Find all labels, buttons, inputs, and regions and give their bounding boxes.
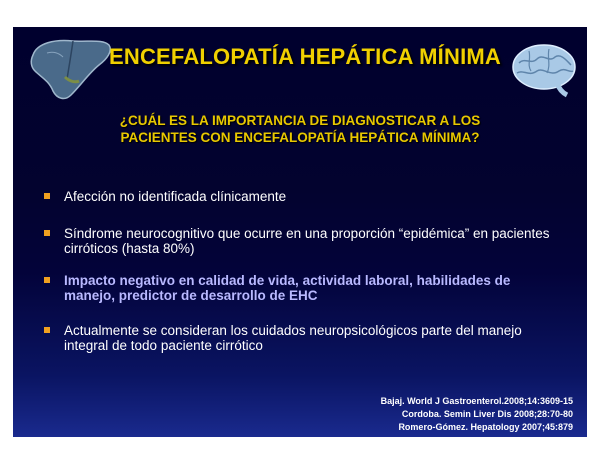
bullet-item-highlighted bbox=[44, 273, 561, 303]
bullet-item bbox=[44, 323, 561, 353]
bullet-text: Síndrome neurocognitivo que ocurre en una proporción “epidémica” en pacientes cirróticos (hasta 80%) bbox=[64, 226, 550, 256]
bullet-marker-icon bbox=[44, 230, 50, 236]
bullet-text: Actualmente se consideran los cuidados neuropsicológicos parte del manejo integral de todo paciente cirrótico bbox=[64, 323, 522, 353]
bullet-text: Impacto negativo en calidad de vida, actividad laboral, habilidades de manejo, predictor de desarrollo de EHC bbox=[64, 273, 511, 303]
bullet-text: Afección no identificada clínicamente bbox=[64, 189, 287, 204]
bullet-list bbox=[44, 189, 561, 353]
key-question-line-1: ¿CUÁL ES LA IMPORTANCIA DE DIAGNOSTICAR A LOS bbox=[119, 113, 481, 128]
slide-title: ENCEFALOPATÍA HEPÁTICA MÍNIMA bbox=[108, 44, 501, 69]
bullet-item bbox=[44, 226, 561, 256]
reference-item: Bajaj. World J Gastroenterol.2008;14:3609-15 bbox=[380, 396, 573, 406]
bullet-marker-icon bbox=[44, 193, 50, 199]
slide bbox=[13, 27, 587, 437]
key-question-line-2: PACIENTES CON ENCEFALOPATÍA HEPÁTICA MÍNIMA? bbox=[120, 130, 480, 145]
reference-item: Romero-Gómez. Hepatology 2007;45:879 bbox=[398, 422, 573, 432]
bullet-marker-icon bbox=[44, 327, 50, 333]
key-question bbox=[63, 112, 537, 146]
bullet-item bbox=[44, 189, 561, 204]
brain-icon bbox=[509, 39, 579, 99]
references bbox=[381, 395, 573, 434]
bullet-marker-icon bbox=[44, 277, 50, 283]
reference-item: Cordoba. Semin Liver Dis 2008;28:70-80 bbox=[401, 409, 573, 419]
